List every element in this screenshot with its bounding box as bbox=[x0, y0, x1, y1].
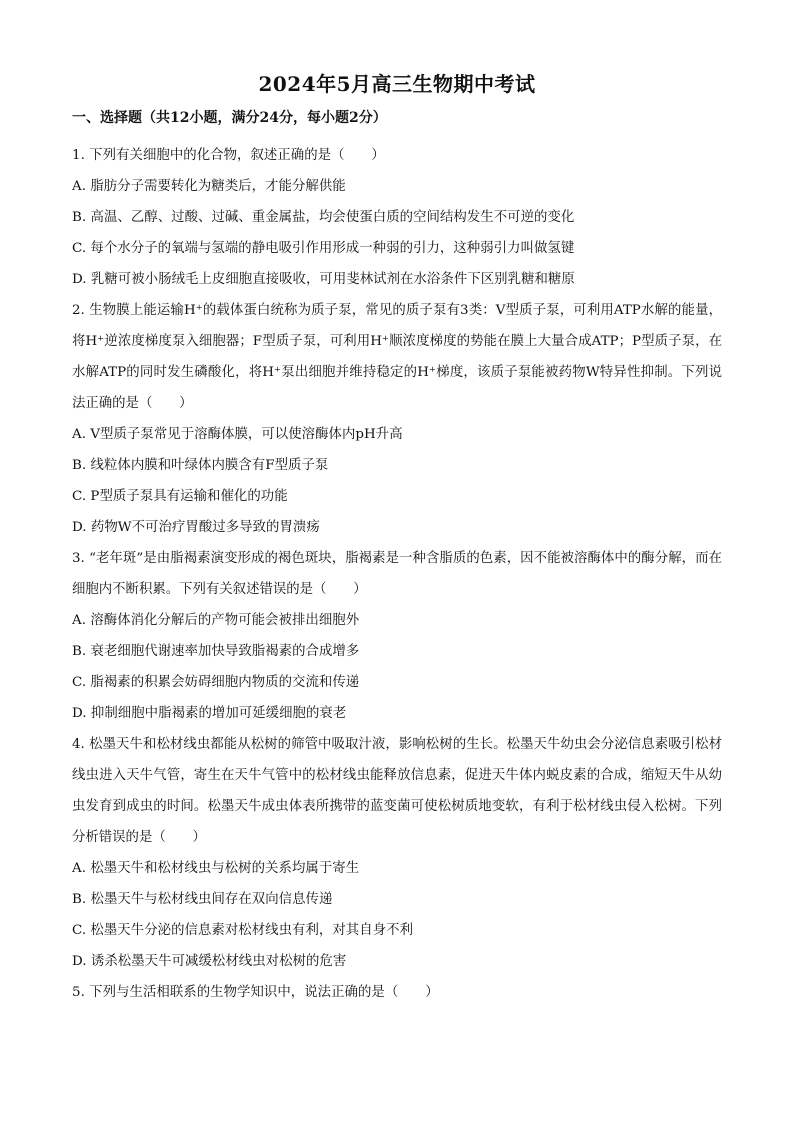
question-4-option-c: C. 松墨天牛分泌的信息素对松材线虫有利，对其自身不利 bbox=[72, 923, 414, 938]
question-5-stem: 5. 下列与生活相联系的生物学知识中，说法正确的是（ ） bbox=[72, 985, 439, 1000]
page-title: 2024年5月高三生物期中考试 bbox=[258, 72, 536, 96]
question-1-option-a: A. 脂肪分子需要转化为糖类后，才能分解供能 bbox=[72, 179, 346, 194]
section-heading: 一、选择题（共12小题，满分24分，每小题2分） bbox=[72, 110, 387, 126]
question-4-option-d: D. 诱杀松墨天牛可减缓松材线虫对松树的危害 bbox=[72, 954, 347, 969]
question-3-option-d: D. 抑制细胞中脂褐素的增加可延缓细胞的衰老 bbox=[72, 706, 347, 721]
question-3-option-a: A. 溶酶体消化分解后的产物可能会被排出细胞外 bbox=[72, 613, 360, 628]
question-1-option-b: B. 高温、乙醇、过酸、过碱、重金属盐，均会使蛋白质的空间结构发生不可逆的变化 bbox=[72, 210, 575, 225]
question-1-option-c: C. 每个水分子的氧端与氢端的静电吸引作用形成一种弱的引力，这种弱引力叫做氢键 bbox=[72, 241, 575, 256]
question-4-option-b: B. 松墨天牛与松材线虫间存在双向信息传递 bbox=[72, 892, 333, 907]
question-3-option-c: C. 脂褐素的积累会妨碍细胞内物质的交流和传递 bbox=[72, 675, 360, 690]
question-2-stem: 2. 生物膜上能运输H⁺的载体蛋白统称为质子泵，常见的质子泵有3类：V型质子泵，可利用ATP水解的能量，将H⁺逆浓度梯度泵入细胞器；F型质子泵，可利用H⁺顺浓度梯度的势能在膜上大量合成ATP；P型质子泵，在水解ATP的同时发生磷酸化，将H⁺泵出细胞并维持稳定的H⁺梯度，该质子泵能被药物W特异性抑制。下列说法正确的是（ ） bbox=[72, 303, 722, 411]
question-3-stem: 3. “老年斑”是由脂褐素演变形成的褐色斑块，脂褐素是一种含脂质的色素，因不能被溶酶体中的酶分解，而在细胞内不断积累。下列有关叙述错误的是（ ） bbox=[72, 551, 722, 597]
question-2-option-b: B. 线粒体内膜和叶绿体内膜含有F型质子泵 bbox=[72, 458, 329, 473]
question-2-option-a: A. V型质子泵常见于溶酶体膜，可以使溶酶体内pH升高 bbox=[72, 427, 403, 442]
question-list bbox=[72, 140, 722, 1008]
question-2-option-c: C. P型质子泵具有运输和催化的功能 bbox=[72, 489, 288, 504]
question-1-option-d: D. 乳糖可被小肠绒毛上皮细胞直接吸收，可用斐林试剂在水浴条件下区别乳糖和糖原 bbox=[72, 272, 575, 287]
question-1-stem: 1. 下列有关细胞中的化合物，叙述正确的是（ ） bbox=[72, 148, 385, 163]
question-4-stem: 4. 松墨天牛和松材线虫都能从松树的筛管中吸取汁液，影响松树的生长。松墨天牛幼虫会分泌信息素吸引松材线虫进入天牛气管，寄生在天牛气管中的松材线虫能释放信息素，促进天牛体内蜕皮素的合成，缩短天牛从幼虫发育到成虫的时间。松墨天牛成虫体表所携带的蓝变菌可使松树质地变软，有利于松材线虫侵入松树。下列分析错误的是（ ） bbox=[72, 737, 722, 845]
question-4-option-a: A. 松墨天牛和松材线虫与松树的关系均属于寄生 bbox=[72, 861, 360, 876]
question-3-option-b: B. 衰老细胞代谢速率加快导致脂褐素的合成增多 bbox=[72, 644, 360, 659]
question-2-option-d: D. 药物W不可治疗胃酸过多导致的胃溃疡 bbox=[72, 520, 320, 535]
